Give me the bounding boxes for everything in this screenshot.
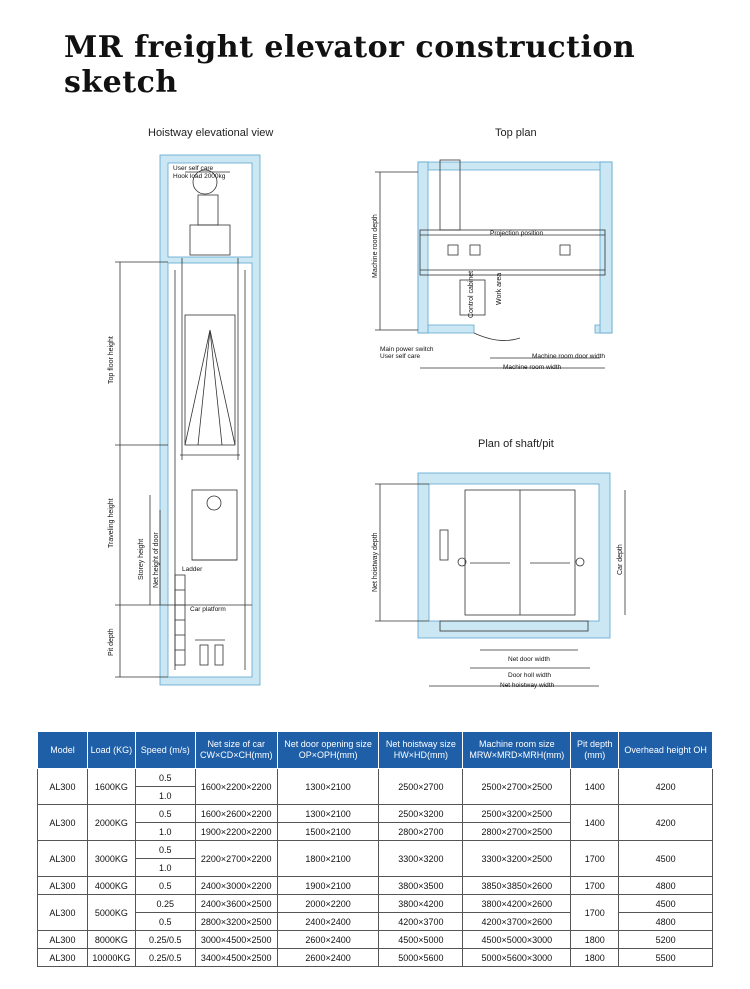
cell-hoistway: 2500×2700: [379, 769, 463, 805]
header-speed: Speed (m/s): [135, 732, 195, 769]
cell-door: 2000×2200: [277, 895, 379, 913]
work-area-label: Work area: [496, 272, 503, 305]
cell-model: AL300: [38, 949, 88, 967]
cell-machine: 2800×2700×2500: [463, 823, 571, 841]
cell-door: 2600×2400: [277, 949, 379, 967]
cell-model: AL300: [38, 841, 88, 877]
cell-oh: 4500: [619, 895, 713, 913]
cell-model: AL300: [38, 931, 88, 949]
page-title: MR freight elevator construction sketch: [64, 30, 636, 100]
shaft-plan: [375, 473, 625, 686]
cell-oh: 4200: [619, 769, 713, 805]
cell-oh: 5500: [619, 949, 713, 967]
machine-room-door-width-label: Machine room door width: [532, 353, 605, 360]
cell-door: 2400×2400: [277, 913, 379, 931]
hoistway-elevation: [115, 155, 260, 685]
cell-car: 3400×4500×2500: [195, 949, 277, 967]
cell-load: 2000KG: [87, 805, 135, 841]
top-floor-height-label: Top floor height: [108, 336, 115, 384]
cell-load: 10000KG: [87, 949, 135, 967]
cell-speed: 0.25/0.5: [135, 949, 195, 967]
cell-car: 2800×3200×2500: [195, 913, 277, 931]
cell-door: 1300×2100: [277, 769, 379, 805]
cell-machine: 3800×4200×2600: [463, 895, 571, 913]
cell-hoistway: 4200×3700: [379, 913, 463, 931]
cell-speed: 0.5: [135, 841, 195, 859]
cell-door: 1800×2100: [277, 841, 379, 877]
cell-speed: 0.25/0.5: [135, 931, 195, 949]
cell-machine: 3300×3200×2500: [463, 841, 571, 877]
cell-door: 1900×2100: [277, 877, 379, 895]
cell-hoistway: 4500×5000: [379, 931, 463, 949]
header-pit-depth: Pit depth (mm): [571, 732, 619, 769]
shaft-plan-caption: Plan of shaft/pit: [478, 438, 554, 450]
header-overhead: Overhead height OH: [619, 732, 713, 769]
net-door-width-label: Net door width: [508, 656, 550, 663]
cell-pit: 1400: [571, 769, 619, 805]
cell-speed: 0.5: [135, 877, 195, 895]
cell-pit: 1700: [571, 841, 619, 877]
cell-pit: 1800: [571, 949, 619, 967]
cell-model: AL300: [38, 805, 88, 841]
cell-machine: 2500×3200×2500: [463, 805, 571, 823]
cell-hoistway: 3800×3500: [379, 877, 463, 895]
cell-machine: 3850×3850×2600: [463, 877, 571, 895]
cell-hoistway: 3300×3200: [379, 841, 463, 877]
cell-load: 8000KG: [87, 931, 135, 949]
hoistway-caption: Hoistway elevational view: [148, 127, 274, 139]
control-cabinet-label: Control cabinet: [468, 270, 475, 318]
table-row: [38, 805, 713, 823]
main-power-switch-label: Main power switch: [380, 346, 434, 353]
cell-car: 3000×4500×2500: [195, 931, 277, 949]
car-platform-label: Car platform: [190, 606, 226, 613]
cell-machine: 4200×3700×2600: [463, 913, 571, 931]
cell-door: 2600×2400: [277, 931, 379, 949]
hook-load-label: Hook load 2000kg: [173, 173, 226, 180]
cell-machine: 4500×5000×3000: [463, 931, 571, 949]
cell-load: 5000KG: [87, 895, 135, 931]
cell-hoistway: 3800×4200: [379, 895, 463, 913]
header-machine-room: Machine room size MRW×MRD×MRH(mm): [463, 732, 571, 769]
cell-machine: 5000×5600×3000: [463, 949, 571, 967]
cell-pit: 1700: [571, 895, 619, 931]
projection-position-label: Projection position: [490, 230, 544, 237]
table-header-row: [38, 732, 713, 769]
spec-table: [37, 731, 713, 967]
cell-hoistway: 2500×3200: [379, 805, 463, 823]
top-plan: [375, 160, 612, 368]
cell-car: 2200×2700×2200: [195, 841, 277, 877]
cell-hoistway: 2800×2700: [379, 823, 463, 841]
cell-machine: 2500×2700×2500: [463, 769, 571, 805]
header-car-size: Net size of car CW×CD×CH(mm): [195, 732, 277, 769]
cell-load: 3000KG: [87, 841, 135, 877]
table-row: [38, 931, 713, 949]
cell-speed: 0.25: [135, 895, 195, 913]
header-door-size: Net door opening size OP×OPH(mm): [277, 732, 379, 769]
cell-oh: 4500: [619, 841, 713, 877]
cell-car: 1600×2200×2200: [195, 769, 277, 805]
cell-speed: 1.0: [135, 787, 195, 805]
cell-speed: 0.5: [135, 769, 195, 787]
cell-pit: 1700: [571, 877, 619, 895]
table-row: [38, 841, 713, 859]
cell-speed: 0.5: [135, 913, 195, 931]
cell-model: AL300: [38, 877, 88, 895]
cell-load: 1600KG: [87, 769, 135, 805]
cell-oh: 4800: [619, 913, 713, 931]
cell-door: 1300×2100: [277, 805, 379, 823]
table-row: [38, 769, 713, 787]
user-self-care-top-label: User self care: [380, 353, 421, 360]
net-height-door-label: Net height of door: [153, 532, 160, 588]
cell-speed: 1.0: [135, 823, 195, 841]
cell-model: AL300: [38, 895, 88, 931]
header-model: Model: [38, 732, 88, 769]
traveling-height-label: Traveling height: [108, 498, 115, 548]
ladder-label: Ladder: [182, 566, 203, 573]
table-row: [38, 949, 713, 967]
door-hall-width-label: Door holl width: [508, 672, 551, 679]
cell-speed: 1.0: [135, 859, 195, 877]
cell-car: 1600×2600×2200: [195, 805, 277, 823]
storey-height-label: Storey height: [138, 538, 145, 580]
pit-depth-label: Pit depth: [108, 628, 115, 656]
cell-load: 4000KG: [87, 877, 135, 895]
cell-oh: 5200: [619, 931, 713, 949]
machine-room-depth-label: Machine room depth: [372, 214, 379, 278]
cell-car: 2400×3600×2500: [195, 895, 277, 913]
cell-oh: 4200: [619, 805, 713, 841]
machine-room-width-label: Machine room width: [503, 364, 562, 371]
cell-car: 1900×2200×2200: [195, 823, 277, 841]
cell-hoistway: 5000×5600: [379, 949, 463, 967]
cell-pit: 1400: [571, 805, 619, 841]
net-hoistway-width-label: Net hoistway width: [500, 682, 555, 689]
cell-car: 2400×3000×2200: [195, 877, 277, 895]
user-self-care-label: User self care: [173, 165, 214, 172]
cell-oh: 4800: [619, 877, 713, 895]
car-depth-label: Car depth: [617, 544, 624, 575]
cell-model: AL300: [38, 769, 88, 805]
table-row: [38, 895, 713, 913]
table-row: [38, 877, 713, 895]
top-plan-caption: Top plan: [495, 127, 537, 139]
header-hoistway-size: Net hoistway size HW×HD(mm): [379, 732, 463, 769]
header-load: Load (KG): [87, 732, 135, 769]
cell-door: 1500×2100: [277, 823, 379, 841]
cell-speed: 0.5: [135, 805, 195, 823]
cell-pit: 1800: [571, 931, 619, 949]
net-hoistway-depth-label: Net hoistway depth: [372, 532, 379, 592]
